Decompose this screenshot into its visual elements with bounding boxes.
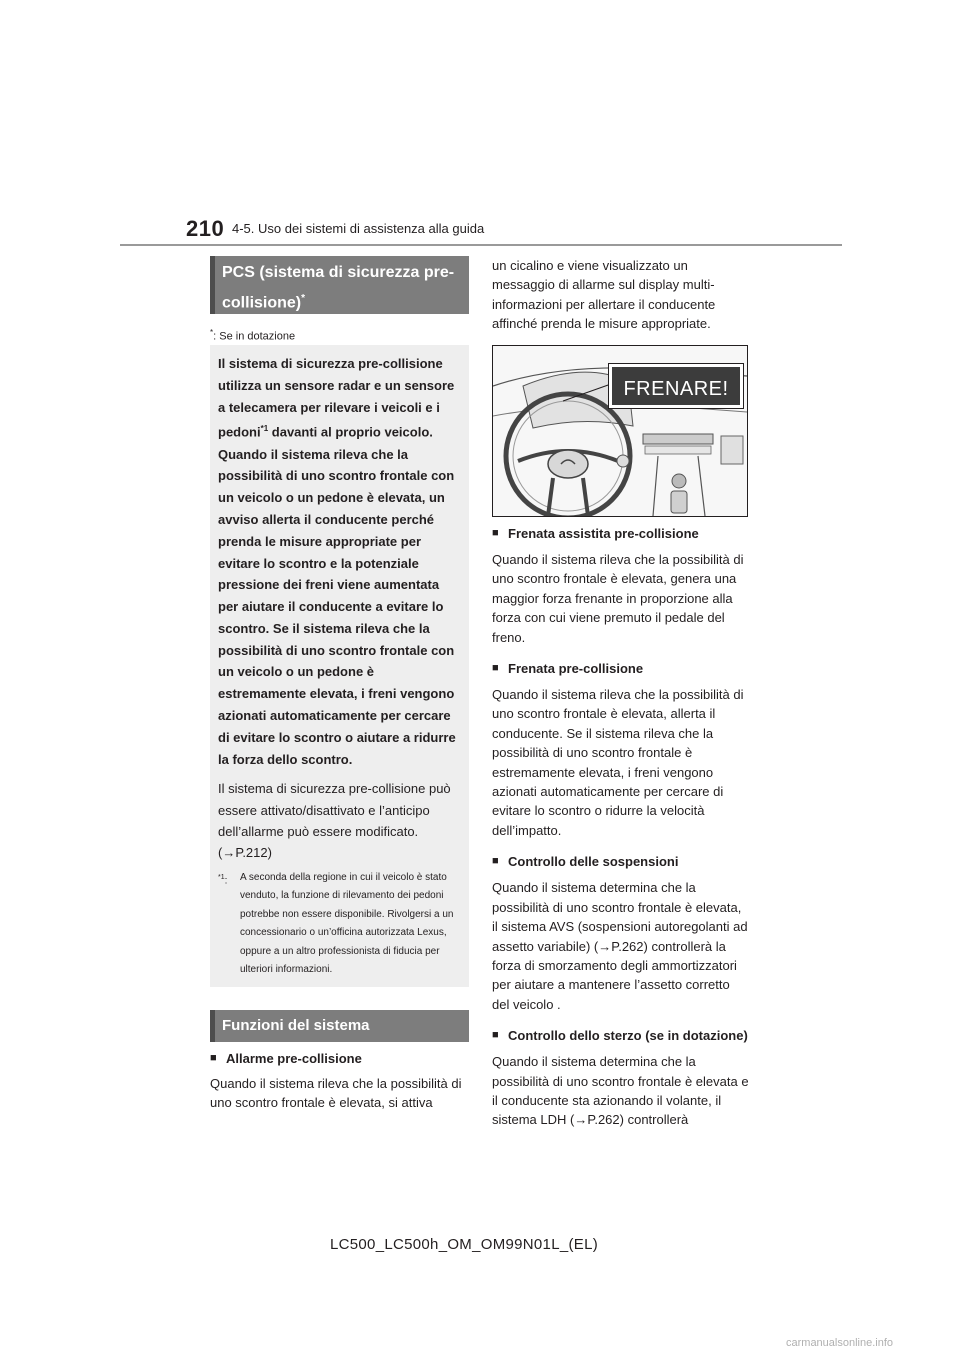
watermark: carmanualsonline.info — [786, 1337, 894, 1349]
pcs-title-mark: * — [301, 293, 306, 304]
note-mark-wrap — [218, 869, 240, 980]
pcs-intro-reference: (→P.212) — [218, 844, 272, 860]
brake-assist-heading — [492, 524, 750, 543]
braking-text: Quando il sistema rileva che la possibilità di uno scontro frontale è elevata, allerta il conducente. Se il sistema rileva che la possibilità di uno scontro frontale è estremamente elevata, i freni vengono azionati automaticamente per cercare di evitare lo scontro o ridurre la velocità dell’impatto. — [492, 687, 744, 838]
braking-heading-text: Frenata pre-collisione — [508, 661, 644, 677]
manual-code: LC500_LC500h_OM_OM99N01L_(EL) — [330, 1236, 599, 1253]
intro-bold-mark: *1 — [260, 424, 269, 434]
right-column-functions — [492, 524, 750, 1130]
functions-section-heading: Funzioni del sistema — [210, 1010, 469, 1042]
note-mark: *1 — [218, 873, 225, 881]
pcs-title-line2: collisione) — [222, 294, 302, 312]
intro-bold-after: davanti al proprio veicolo. Quando il sistema rileva che la possibilità di uno scontro frontale con un veicolo o un pedone è elevata, un avviso allerta il conducente perché prenda le misure appropriate per evitare lo scontro e la potenziale pressione dei freni viene aumentata per aiutare il conducente a evitare lo scontro. Se il sistema rileva che la possibilità di uno scontro frontale con un veicolo o un pedone è estremamente elevata, i freni vengono azionati automaticamente per cercare di evitare lo scontro o aiutare a ridurre la forza dello scontro. — [218, 424, 456, 767]
footnote-text: : Se in dotazione — [213, 330, 296, 343]
suspension-text: Quando il sistema determina che la possibilità di uno scontro frontale è elevata, il sistema AVS (sospensioni autoregolanti ad assetto variabile) (→P.262) controllerà la forza di smorzamento degli ammortizzatori per aiutare a mantenere l’assetto corretto del veicolo . — [492, 880, 748, 1012]
pcs-section-heading — [210, 256, 469, 314]
steering-text: Quando il sistema determina che la possibilità di uno scontro frontale è elevata e il conducente sta azionando il volante, il sistema LDH (→P.262) controllerà — [492, 1054, 749, 1128]
note-colon: : — [224, 875, 228, 887]
alarm-text-part1: Quando il sistema rileva che la possibilità di uno scontro frontale è elevata, si attiva — [210, 1076, 462, 1111]
square-bullet-icon: ■ — [492, 1029, 499, 1042]
note-text: A seconda della regione in cui il veicolo è stato venduto, la funzione di rilevamento dei pedoni potrebbe non essere disponibile. Rivolgersi a un concessionario o un’officina autorizzata Lexus, oppure a un altro professionista di fiducia per ulteriori informazioni. — [240, 871, 454, 976]
square-bullet-icon: ■ — [492, 662, 499, 675]
suspension-heading — [492, 852, 750, 871]
braking-heading — [492, 659, 750, 678]
pcs-intro-bold — [218, 353, 459, 770]
pcs-intro-settings: Il sistema di sicurezza pre-collisione può essere attivato/disattivato e l’anticipo dell’allarme può essere modificato. — [218, 781, 451, 840]
alarm-heading — [210, 1049, 472, 1068]
pcs-heading-accent — [210, 256, 215, 314]
section-title: 4-5. Uso dei sistemi di assistenza alla guida — [232, 221, 485, 236]
pcs-title-line1: PCS (sistema di sicurezza pre- — [222, 264, 455, 281]
steering-heading — [492, 1026, 750, 1045]
header-divider — [120, 244, 842, 246]
pcs-intro-note — [218, 869, 459, 980]
brake-assist-text: Quando il sistema rileva che la possibilità di uno scontro frontale è elevata, genera una maggior forza frenante in proporzione alla forza con cui viene premuto il pedale del freno. — [492, 552, 744, 645]
pcs-intro-box — [210, 345, 469, 987]
square-bullet-icon: ■ — [492, 855, 499, 868]
optional-footnote — [210, 328, 295, 343]
steering-heading-text: Controllo dello sterzo (se in dotazione) — [508, 1028, 748, 1044]
pcs-title-line2-wrap — [222, 286, 469, 316]
footnote-mark: * — [210, 328, 214, 337]
dashboard-warning-illustration — [492, 345, 748, 517]
frenare-message-display: FRENARE! — [609, 364, 743, 408]
intro-bold-before: Il sistema di sicurezza pre-collisione utilizza un sensore radar e un sensore a telecamera per rilevare i veicoli e i pedoni — [218, 356, 455, 440]
alarm-heading-text: Allarme pre-collisione — [226, 1051, 362, 1066]
alarm-text-part2: un cicalino e viene visualizzato un messaggio di allarme sul display multi-informazioni per allertare il conducente affinché prenda le misure appropriate. — [492, 258, 716, 332]
square-bullet-icon: ■ — [492, 527, 499, 539]
square-bullet-icon: ■ — [210, 1052, 217, 1064]
suspension-heading-text: Controllo delle sospensioni — [508, 854, 679, 870]
alarm-text-continued — [492, 256, 748, 334]
alarm-block — [210, 1049, 472, 1113]
brake-assist-heading-text: Frenata assistita pre-collisione — [508, 526, 699, 541]
page-number: 210 — [186, 216, 225, 241]
functions-heading-accent — [210, 1010, 215, 1042]
